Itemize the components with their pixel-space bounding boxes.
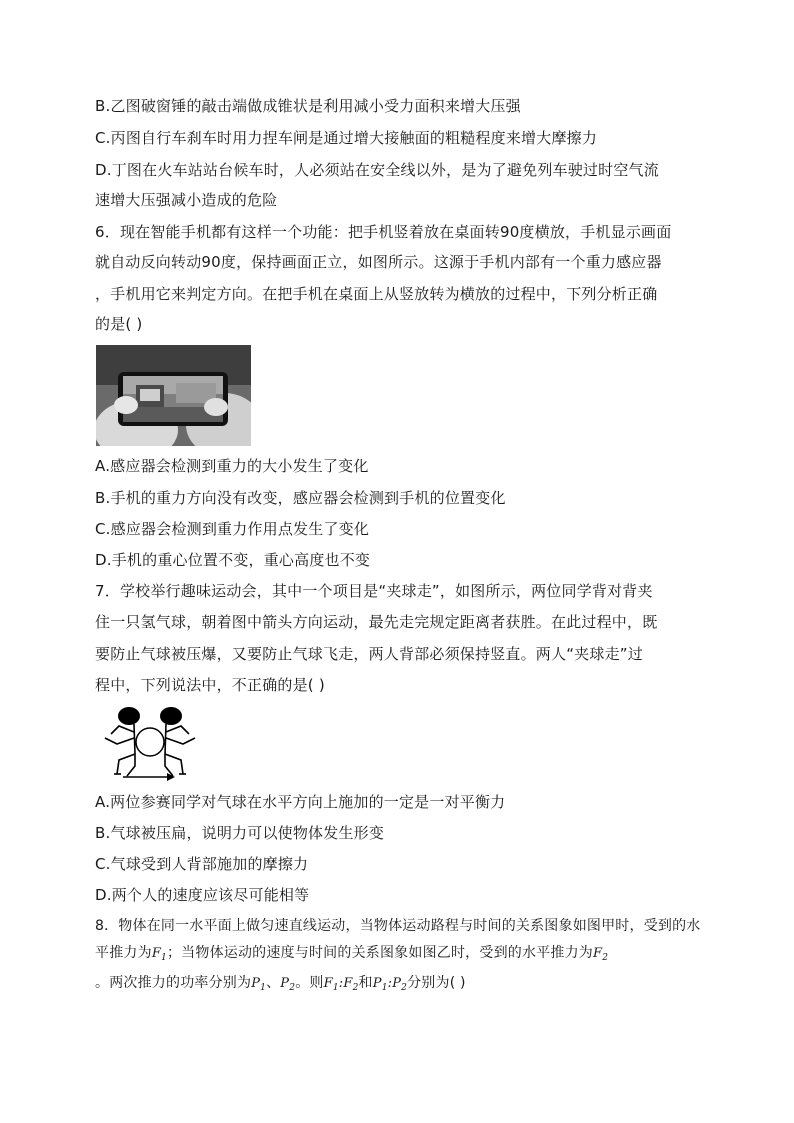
q6-stem-line4: 的是( ) [95, 315, 143, 333]
right-student-head [160, 707, 182, 725]
q8-line3-and: 和 [358, 975, 373, 991]
q8-line3-sep: 、 [266, 975, 281, 991]
q8-line2-part1: 平推力为 [95, 945, 152, 961]
q7-option-a: A.两位参赛同学对气球在水平方向上施加的一定是一对平衡力 [95, 793, 506, 811]
q6-stem-line3: ，手机用它来判定方向。在把手机在桌面上从竖放转为横放的过程中，下列分析正确 [95, 285, 658, 303]
q5-option-d-line2: 速增大压强减小造成的危险 [95, 191, 278, 209]
q6-stem-line1: 6．现在智能手机都有这样一个功能：把手机竖着放在桌面转90度横放，手机显示画面 [95, 223, 672, 241]
symbol-F2: $F_2$ [592, 946, 609, 963]
q8-line2-part2: ；当物体运动的速度与时间的关系图象如图乙时，受到的水平推力为 [166, 945, 593, 961]
q6-option-c: C.感应器会检测到重力作用点发生了变化 [95, 520, 370, 538]
q8-line3-then: 。则 [295, 975, 324, 991]
q8-line3-end: 分别为( ) [407, 975, 466, 991]
q5-option-d-line1: D.丁图在火车站站台候车时，人必须站在安全线以外，是为了避免列车驶过时空气流 [95, 161, 659, 179]
q8-stem-line2 [95, 943, 608, 968]
q6-stem-line2: 就自动反向转动90度，保持画面正立，如图所示。这源于手机内部有一个重力感应器 [95, 253, 662, 271]
q5-option-b: B.乙图破窗锤的敲击端做成锥状是利用减小受力面积来增大压强 [95, 97, 521, 115]
symbol-F1: $F_1$ [151, 946, 167, 963]
ball-carry-figure [97, 704, 201, 782]
left-student-head [118, 707, 140, 725]
symbol-P2: $P_2$ [280, 976, 296, 993]
q7-stem-line2: 住一只氢气球，朝着图中箭头方向运动，最先走完规定距离者获胜。在此过程中，既 [95, 613, 658, 631]
q7-option-b: B.气球被压扁，说明力可以使物体发生形变 [95, 824, 385, 842]
q7-option-c: C.气球受到人背部施加的摩擦力 [95, 855, 309, 873]
ratio-P1-P2: $P_1:P_2$ [372, 976, 408, 993]
q8-stem-line3 [95, 973, 466, 998]
q7-stem-line1: 7．学校举行趣味运动会，其中一个项目是“夹球走”，如图所示，两位同学背对背夹 [95, 582, 653, 600]
q8-stem-line1: 8．物体在同一水平面上做匀速直线运动，当物体运动路程与时间的关系图象如图甲时，受到的水 [95, 918, 701, 934]
q6-option-a: A.感应器会检测到重力的大小发生了变化 [95, 457, 369, 475]
balloon [136, 728, 164, 756]
q7-stem-line3: 要防止气球被压爆，又要防止气球飞走，两人背部必须保持竖直。两人“夹球走”过 [95, 645, 643, 663]
q7-stem-line4: 程中，下列说法中，不正确的是( ) [95, 676, 325, 694]
phone-rotation-photo [96, 345, 251, 446]
ratio-F1-F2: $F_1:F_2$ [323, 976, 359, 993]
q6-option-d: D.手机的重心位置不变，重心高度也不变 [95, 551, 371, 569]
q8-line3-part1: 。两次推力的功率分别为 [95, 975, 252, 991]
q5-option-c: C.丙图自行车刹车时用力捏车闸是通过增大接触面的粗糙程度来增大摩擦力 [95, 129, 598, 147]
q6-option-b: B.手机的重力方向没有改变，感应器会检测到手机的位置变化 [95, 489, 506, 507]
symbol-P1: $P_1$ [251, 976, 267, 993]
two-students-balloon-drawing [97, 704, 201, 782]
phone-photo-illustration [96, 345, 251, 446]
q7-option-d: D.两个人的速度应该尽可能相等 [95, 886, 310, 904]
